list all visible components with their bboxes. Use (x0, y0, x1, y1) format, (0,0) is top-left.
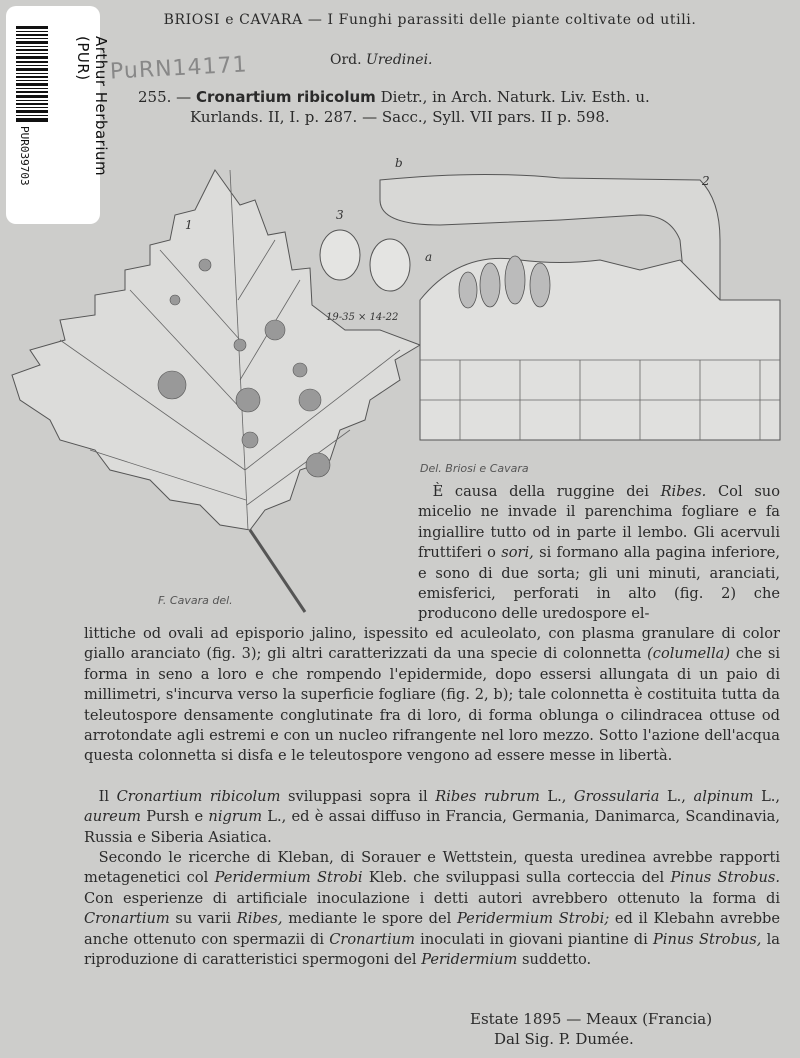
text-span: su varii (175, 910, 232, 928)
spore-measure: 19-35 × 14-22 (326, 312, 399, 323)
text-span: L., (761, 788, 781, 805)
paragraph-2 (84, 787, 780, 848)
paragraph-1 (418, 482, 780, 625)
leaf-artist-signature: F. Cavara del. (158, 594, 233, 607)
figure-label-a: a (425, 250, 433, 264)
text-span: inoculati in giovani piantine di (420, 930, 648, 948)
text-italic: Cronartium (84, 910, 170, 928)
text-italic: Peridermium (421, 951, 518, 969)
text-italic: sori, (501, 544, 534, 562)
text-span: sviluppasi sopra il (287, 788, 428, 805)
text-italic: nigrum (208, 808, 263, 826)
text-italic: (columella) (647, 645, 731, 663)
page-header: BRIOSI e CAVARA — I Funghi parassiti delle piante coltivate od utili. (163, 12, 697, 28)
text-span: Secondo le ricerche di Kleban, di Sorauer e Wettstein, questa uredinea avrebbe rapporti metagenetici col (84, 849, 780, 887)
text-italic: Pinus Strobus. (670, 869, 780, 887)
leaf-drawing (12, 170, 420, 530)
text-italic: Peridermium Strobi; (456, 910, 610, 928)
text-span: Il (98, 788, 110, 805)
uredospore-drawing (320, 230, 410, 291)
text-span: si formano alla pagina inferiore, e sono di due sorta; gli uni minuti, aranciati, emisferici, perforati in alto (fig. 2) che producono delle uredospore el- (418, 544, 780, 623)
citation-line-1: Dietr., in Arch. Naturk. Liv. Esth. u. (380, 88, 650, 106)
text-span: la riproduzione di caratteristici spermogoni del (84, 930, 780, 969)
specimen-code: PUR039703 (18, 126, 31, 186)
text-span: ed il Klebahn avrebbe anche ottenuto con spermazii di (84, 910, 781, 948)
order-prefix: Ord. (330, 52, 362, 68)
text-italic: Cronartium ribicolum (116, 788, 281, 805)
text-span: che si forma in seno a loro e che rompendo l'epidermide, dopo essersi allungata di un paio di millimetri, s'incurva verso la superficie fogliare (fig. 2, b); tale colonnetta è costituita tutta da teleutospore densamente conglutinate fra di loro, di forma oblunga o cilindracea ottuse od arrotondate agli estremi e con un nucleo rifrangente nel loro mezzo. Sotto l'azione dell'acqua questa colonnetta si disfa e le teleutospore vengono ad essere messe in libertà. (84, 645, 781, 765)
text-span: L., ed è assai diffuso in Francia, Germania, Danimarca, Scandinavia, Russia e Siberia Asiatica. (84, 808, 780, 846)
text-span: Con esperienze di artificiale inoculazione i detti autori avrebbero ottenuto la forma di (84, 889, 780, 907)
text-italic: Ribes, (236, 910, 283, 928)
order-name: Uredinei. (366, 52, 433, 68)
paragraph-1-continued (84, 624, 780, 767)
text-span: L., (666, 788, 686, 805)
text-span: Kleb. che sviluppasi sulla corteccia del (368, 869, 665, 887)
figure-label-1: 1 (185, 218, 193, 232)
figure-label-b: b (395, 156, 403, 170)
handwritten-number: PuRN14171 (109, 52, 249, 85)
text-italic: Grossularia (573, 788, 660, 805)
text-italic: aureum (84, 808, 141, 826)
species-name: Cronartium ribicolum (195, 88, 376, 106)
entry-number: 255. — (138, 88, 192, 106)
text-italic: Cronartium (329, 930, 415, 948)
figure-label-3: 3 (336, 208, 344, 222)
text-span: Pursh e (146, 808, 204, 826)
text-italic: Ribes rubrum (435, 788, 540, 805)
collection-date-place: Estate 1895 — Meaux (Francia) (470, 1010, 713, 1028)
text-span: È causa della ruggine dei (432, 483, 649, 500)
section-artist-signature: Del. Briosi e Cavara (420, 462, 529, 475)
paragraph-3 (84, 848, 780, 970)
text-italic: Ribes. (660, 483, 707, 500)
text-span: Col suo micelio ne invade il parenchima fogliare e fa ingiallire tutto od in parte il lembo. Gli acervuli fruttiferi o (418, 483, 780, 562)
text-span: L., (547, 788, 567, 805)
text-span: mediante le spore del (288, 910, 452, 928)
citation-line-2: Kurlands. II, I. p. 287. — Sacc., Syll. VII pars. II p. 598. (190, 108, 610, 126)
figure-label-2: 2 (702, 174, 710, 188)
text-italic: Peridermium Strobi (214, 869, 363, 887)
text-italic: alpinum (693, 788, 754, 805)
herbarium-name: Arthur Herbarium (PUR) (74, 36, 110, 177)
text-span: suddetto. (522, 951, 592, 969)
text-italic: Pinus Strobus, (652, 930, 762, 948)
collector: Dal Sig. P. Dumée. (494, 1030, 634, 1048)
text-span: littiche od ovali ad episporio jalino, ispessito ed aculeolato, con plasma granulare di color giallo aranciato (fig. 3); gli altri caratterizzati da una specie di colonnetta (84, 625, 780, 663)
